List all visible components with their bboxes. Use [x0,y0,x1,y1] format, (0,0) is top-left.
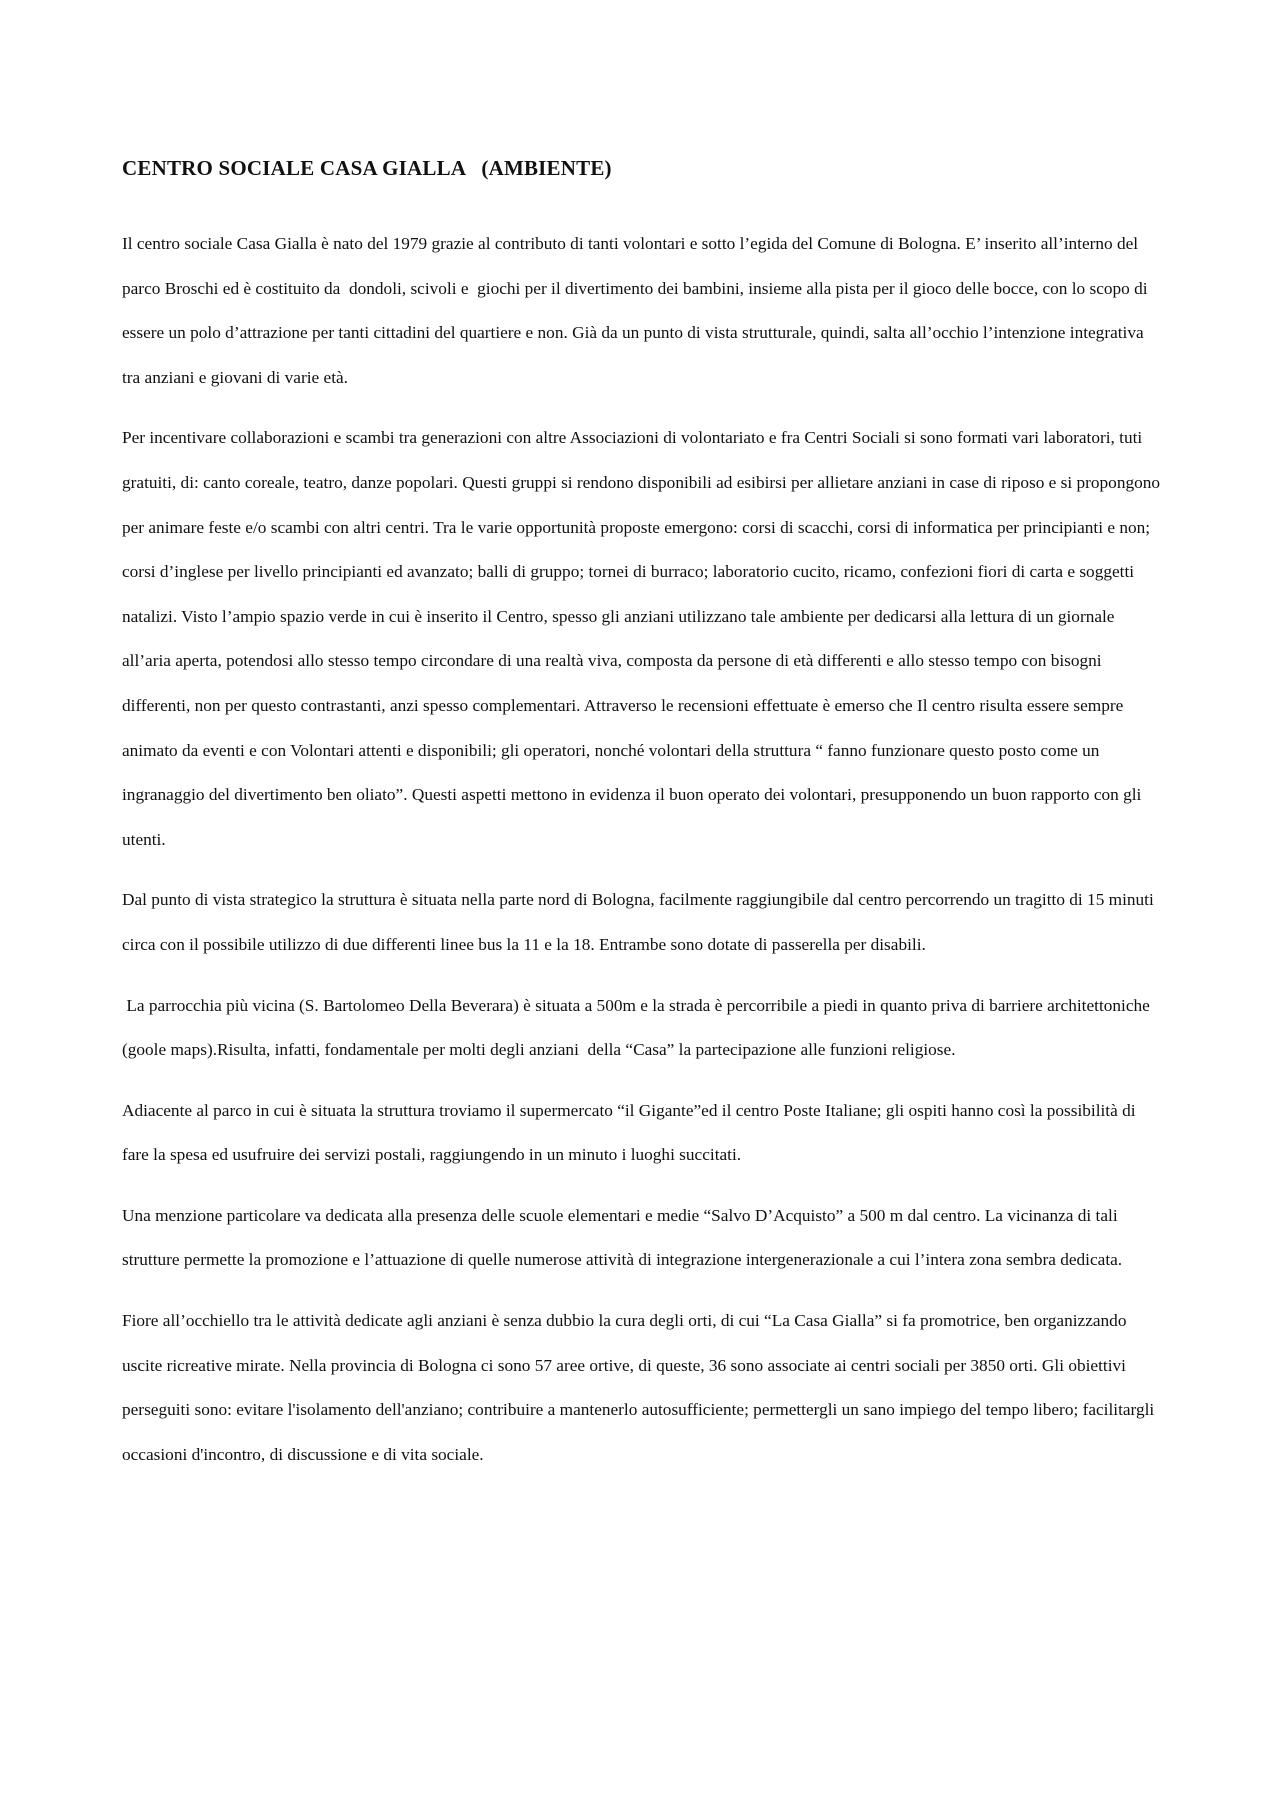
paragraph-intro: Il centro sociale Casa Gialla è nato del 1979 grazie al contributo di tanti volontari e sotto l’egida del Comune di Bologna. E’ inserito all’interno del parco Broschi ed è costituito da dondoli, scivoli e giochi per il divertimento dei bambini, insieme alla pista per il gioco delle bocce, con lo scopo di essere un polo d’attrazione per tanti cittadini del quartiere e non. Già da un punto di vista strutturale, quindi, salta all’occhio l’intenzione integrativa tra anziani e giovani di varie età. [122,234,1152,387]
document-page [122,150,1165,1493]
paragraph-schools: Una menzione particolare va dedicata alla presenza delle scuole elementari e medie “Salvo D’Acquisto” a 500 m dal centro. La vicinanza di tali strutture permette la promozione e l’attuazione di quelle numerose attività di integrazione intergenerazionale a cui l’intera zona sembra dedicata. [122,1205,1123,1270]
paragraph-location: Dal punto di vista strategico la struttura è situata nella parte nord di Bologna, facilmente raggiungibile dal centro percorrendo un tragitto di 15 minuti circa con il possibile utilizzo di due differenti linee bus la 11 e la 18. Entrambe sono dotate di passerella per disabili. [122,890,1159,954]
document-title: CENTRO SOCIALE CASA GIALLA (AMBIENTE) [122,156,612,180]
paragraph-services: Adiacente al parco in cui è situata la struttura troviamo il supermercato “il Gigante”ed il centro Poste Italiane; gli ospiti hanno così la possibilità di fare la spesa ed usufruire dei servizi postali, raggiungendo in un minuto i luoghi succitati. [122,1100,1140,1165]
paragraph-activities: Per incentivare collaborazioni e scambi tra generazioni con altre Associazioni di volontariato e fra Centri Sociali si sono formati vari laboratori, tuti gratuiti, di: canto coreale, teatro, danze popolari. Questi gruppi si rendono disponibili ad esibirsi per allietare anziani in case di riposo e si propongono per animare feste e/o scambi con altri centri. Tra le varie opportunità proposte emergono: corsi di scacchi, corsi di informatica per principianti e non; corsi d’inglese per livello principianti ed avanzato; balli di gruppo; tornei di burraco; laboratorio cucito, ricamo, confezioni fiori di carta e soggetti natalizi. Visto l’ampio spazio verde in cui è inserito il Centro, spesso gli anziani utilizzano tale ambiente per dedicarsi alla lettura di un giornale all’aria aperta, potendosi allo stesso tempo circondare di una realtà viva, composta da persone di età differenti e allo stesso tempo con bisogni differenti, non per questo contrastanti, anzi spesso complementari. Attraverso le recensioni effettuate è emerso che Il centro risulta essere sempre animato da eventi e con Volontari attenti e disponibili; gli operatori, nonché volontari della struttura “ fanno funzionare questo posto come un ingranaggio del divertimento ben oliato”. Questi aspetti mettono in evidenza il buon operato dei volontari, presupponendo un buon rapporto con gli utenti. [122,428,1165,849]
paragraph-gardens: Fiore all’occhiello tra le attività dedicate agli anziani è senza dubbio la cura degli orti, di cui “La Casa Gialla” si fa promotrice, ben organizzando uscite ricreative mirate. Nella provincia di Bologna ci sono 57 aree ortive, di queste, 36 sono associate ai centri sociali per 3850 orti. Gli obiettivi perseguiti sono: evitare l'isolamento dell'anziano; contribuire a mantenerlo autosufficiente; permettergli un sano impiego del tempo libero; facilitargli occasioni d'incontro, di discussione e di vita sociale. [122,1311,1159,1464]
paragraph-parish: La parrocchia più vicina (S. Bartolomeo Della Beverara) è situata a 500m e la strada è percorribile a piedi in quanto priva di barriere architettoniche (goole maps).Risulta, infatti, fondamentale per molti degli anziani della “Casa” la partecipazione alle funzioni religiose. [122,995,1155,1060]
